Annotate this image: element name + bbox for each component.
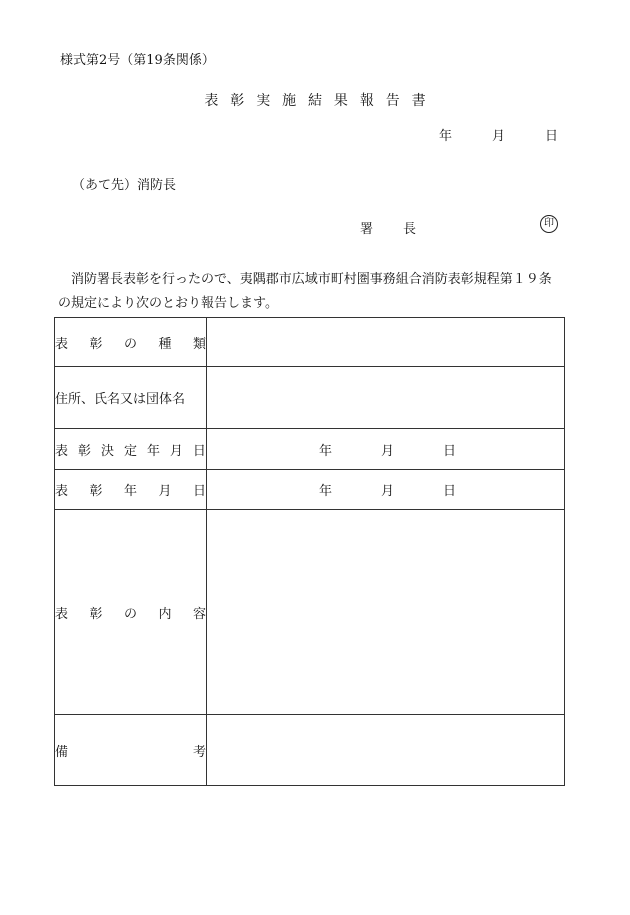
- day-label: 日: [544, 129, 558, 144]
- table-row-recipient: [55, 367, 565, 429]
- report-date: [439, 125, 558, 144]
- field-remarks[interactable]: [207, 715, 565, 786]
- table-row-decision-date: [55, 429, 565, 470]
- form-number: 様式第2号（第19条関係）: [60, 53, 215, 68]
- report-table: [54, 317, 565, 786]
- statement-line-2: の規定により次のとおり報告します。: [58, 296, 278, 311]
- label-decision-date: 表 彰 決 定 年 月 日: [55, 429, 207, 470]
- field-award-content[interactable]: [207, 510, 565, 715]
- report-statement: [58, 268, 578, 316]
- document-title: 表彰実施結果報告書: [204, 93, 426, 109]
- addressee: （あて先）消防長: [72, 178, 177, 193]
- field-award-date[interactable]: 年 月 日: [207, 470, 565, 510]
- table-row-remarks: [55, 715, 565, 786]
- statement-line-1: 消防署長表彰を行ったので、夷隅郡市広域市町村圏事務組合消防表彰規程第１９条: [71, 272, 552, 287]
- label-award-date: 表 彰 年 月 日: [55, 470, 207, 510]
- table-row-award-type: [55, 318, 565, 367]
- label-remarks: 備 考: [55, 715, 207, 786]
- label-recipient: 住所、氏名又は団体名: [55, 367, 207, 429]
- month-label: 月: [491, 129, 505, 144]
- field-decision-date[interactable]: 年 月 日: [207, 429, 565, 470]
- station-chief: 署 長: [360, 222, 417, 237]
- field-recipient[interactable]: [207, 367, 565, 429]
- year-label: 年: [438, 129, 452, 144]
- label-award-type: 表 彰 の 種 類: [55, 318, 207, 367]
- label-award-content: 表 彰 の 内 容: [55, 510, 207, 715]
- field-award-type[interactable]: [207, 318, 565, 367]
- table-row-award-content: [55, 510, 565, 715]
- table-row-award-date: [55, 470, 565, 510]
- seal-mark: 印: [540, 215, 558, 233]
